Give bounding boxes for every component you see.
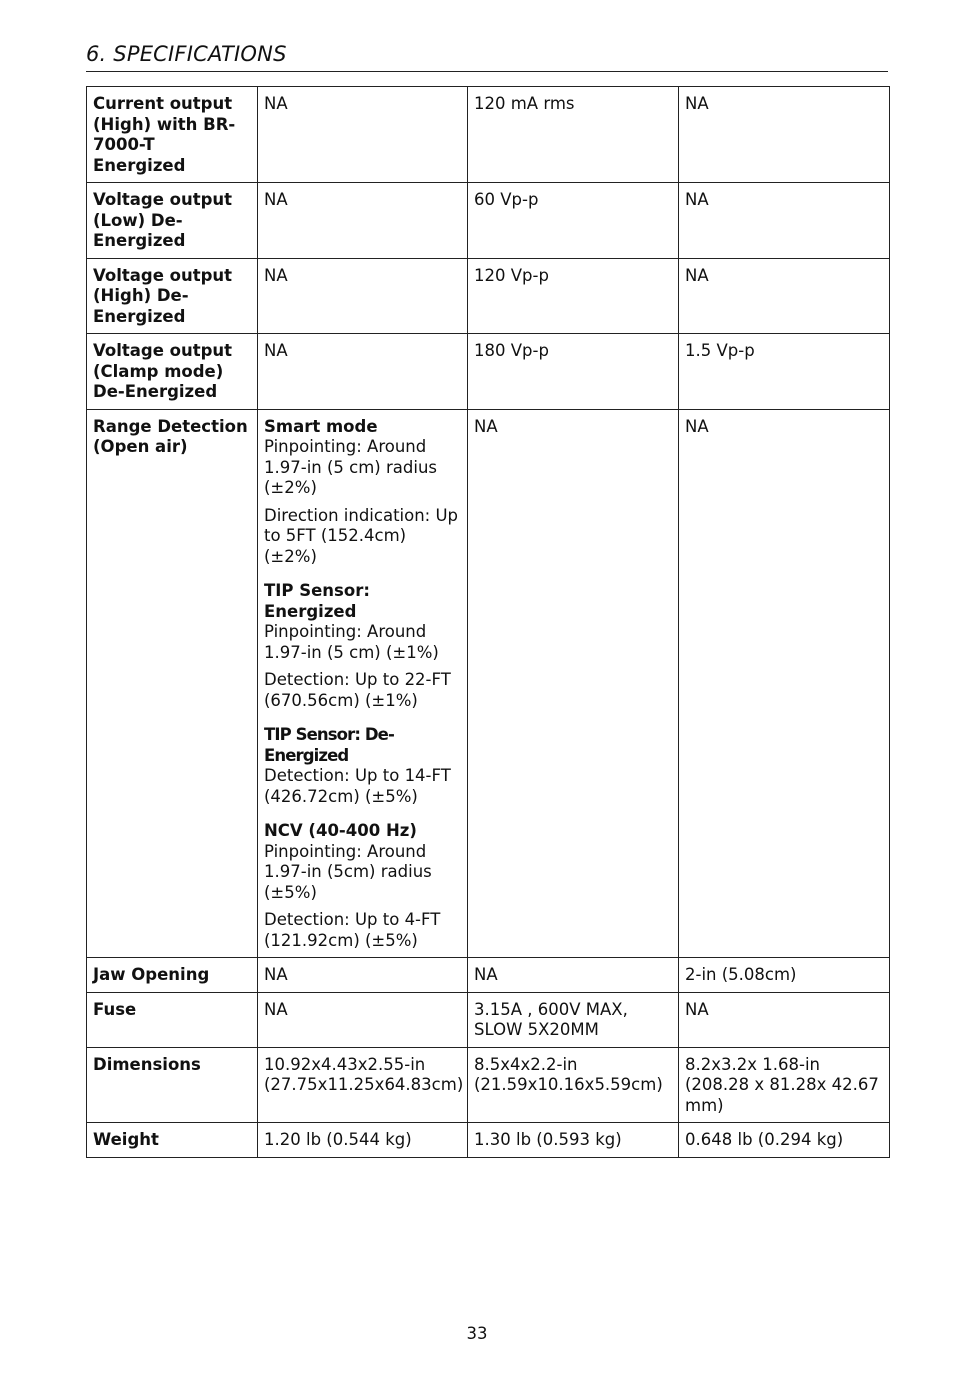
row-label: Fuse: [87, 992, 258, 1047]
table-cell: NA: [258, 87, 468, 183]
row-label: Range Detection (Open air): [87, 409, 258, 958]
smart-mode-pinpointing: Pinpointing: Around 1.97-in (5 cm) radius (±2%): [264, 437, 437, 497]
table-cell: 3.15A , 600V MAX, SLOW 5X20MM: [468, 992, 679, 1047]
table-cell: NA: [468, 409, 679, 958]
table-row: [87, 183, 890, 259]
table-row: [87, 334, 890, 410]
table-cell: 1.20 lb (0.544 kg): [258, 1123, 468, 1158]
tip-deenergized-detection: Detection: Up to 14-FT (426.72cm) (±5%): [264, 766, 451, 806]
table-cell: NA: [679, 258, 890, 334]
tip-energized-title: TIP Sensor: Energized: [264, 581, 370, 621]
table-cell: NA: [258, 258, 468, 334]
row-label: Voltage output (Clamp mode) De-Energized: [87, 334, 258, 410]
smart-mode-block: [264, 417, 461, 499]
ncv-block: [264, 821, 461, 903]
table-cell: NA: [679, 409, 890, 958]
ncv-detection: Detection: Up to 4-FT (121.92cm) (±5%): [264, 910, 441, 950]
table-row: [87, 958, 890, 993]
table-cell: NA: [679, 87, 890, 183]
table-cell: NA: [679, 183, 890, 259]
table-row: [87, 1123, 890, 1158]
table-cell: NA: [258, 992, 468, 1047]
ncv-title: NCV (40-400 Hz): [264, 821, 417, 840]
tip-deenergized-title: TIP Sensor: De-Energized: [264, 725, 394, 765]
smart-mode-title: Smart mode: [264, 416, 378, 436]
table-cell: NA: [258, 183, 468, 259]
row-label: Voltage output (High) De-Energized: [87, 258, 258, 334]
smart-mode-direction: Direction indication: Up to 5FT (152.4cm) (±2%): [264, 505, 459, 566]
table-cell: NA: [468, 958, 679, 993]
section-header: [86, 42, 888, 72]
ncv-pinpointing: Pinpointing: Around 1.97-in (5cm) radius (±5%): [264, 841, 432, 902]
row-label: Jaw Opening: [87, 958, 258, 993]
tip-energized-pinpointing: Pinpointing: Around 1.97-in (5 cm) (±1%): [264, 622, 439, 662]
table-row: [87, 87, 890, 183]
row-label: Dimensions: [87, 1047, 258, 1123]
table-cell: 1.30 lb (0.593 kg): [468, 1123, 679, 1158]
row-label: Current output (High) with BR-7000-T Energized: [87, 87, 258, 183]
table-cell: 0.648 lb (0.294 kg): [679, 1123, 890, 1158]
section-title: 6. SPECIFICATIONS: [86, 42, 287, 66]
table-row: [87, 1047, 890, 1123]
tip-energized-block: [264, 581, 461, 663]
table-cell: NA: [258, 334, 468, 410]
table-cell: 60 Vp-p: [468, 183, 679, 259]
table-cell: 120 Vp-p: [468, 258, 679, 334]
table-cell: NA: [258, 958, 468, 993]
range-detection-cell: [258, 409, 468, 958]
table-cell: 8.5x4x2.2-in (21.59x10.16x5.59cm): [468, 1047, 679, 1123]
table-row: [87, 258, 890, 334]
tip-deenergized-block: [264, 725, 461, 807]
table-cell: 10.92x4.43x2.55-in (27.75x11.25x64.83cm): [258, 1047, 468, 1123]
row-label: Voltage output (Low) De-Energized: [87, 183, 258, 259]
page-number: 33: [466, 1324, 488, 1343]
table-cell: NA: [679, 992, 890, 1047]
table-row: [87, 409, 890, 958]
table-cell: 120 mA rms: [468, 87, 679, 183]
tip-energized-detection: Detection: Up to 22-FT (670.56cm) (±1%): [264, 670, 451, 710]
table-cell: 180 Vp-p: [468, 334, 679, 410]
table-cell: 8.2x3.2x 1.68-in (208.28 x 81.28x 42.67 mm): [679, 1047, 890, 1123]
specifications-table: [86, 86, 890, 1158]
table-cell: 2-in (5.08cm): [679, 958, 890, 993]
table-row: [87, 992, 890, 1047]
row-label: Weight: [87, 1123, 258, 1158]
table-cell: 1.5 Vp-p: [679, 334, 890, 410]
